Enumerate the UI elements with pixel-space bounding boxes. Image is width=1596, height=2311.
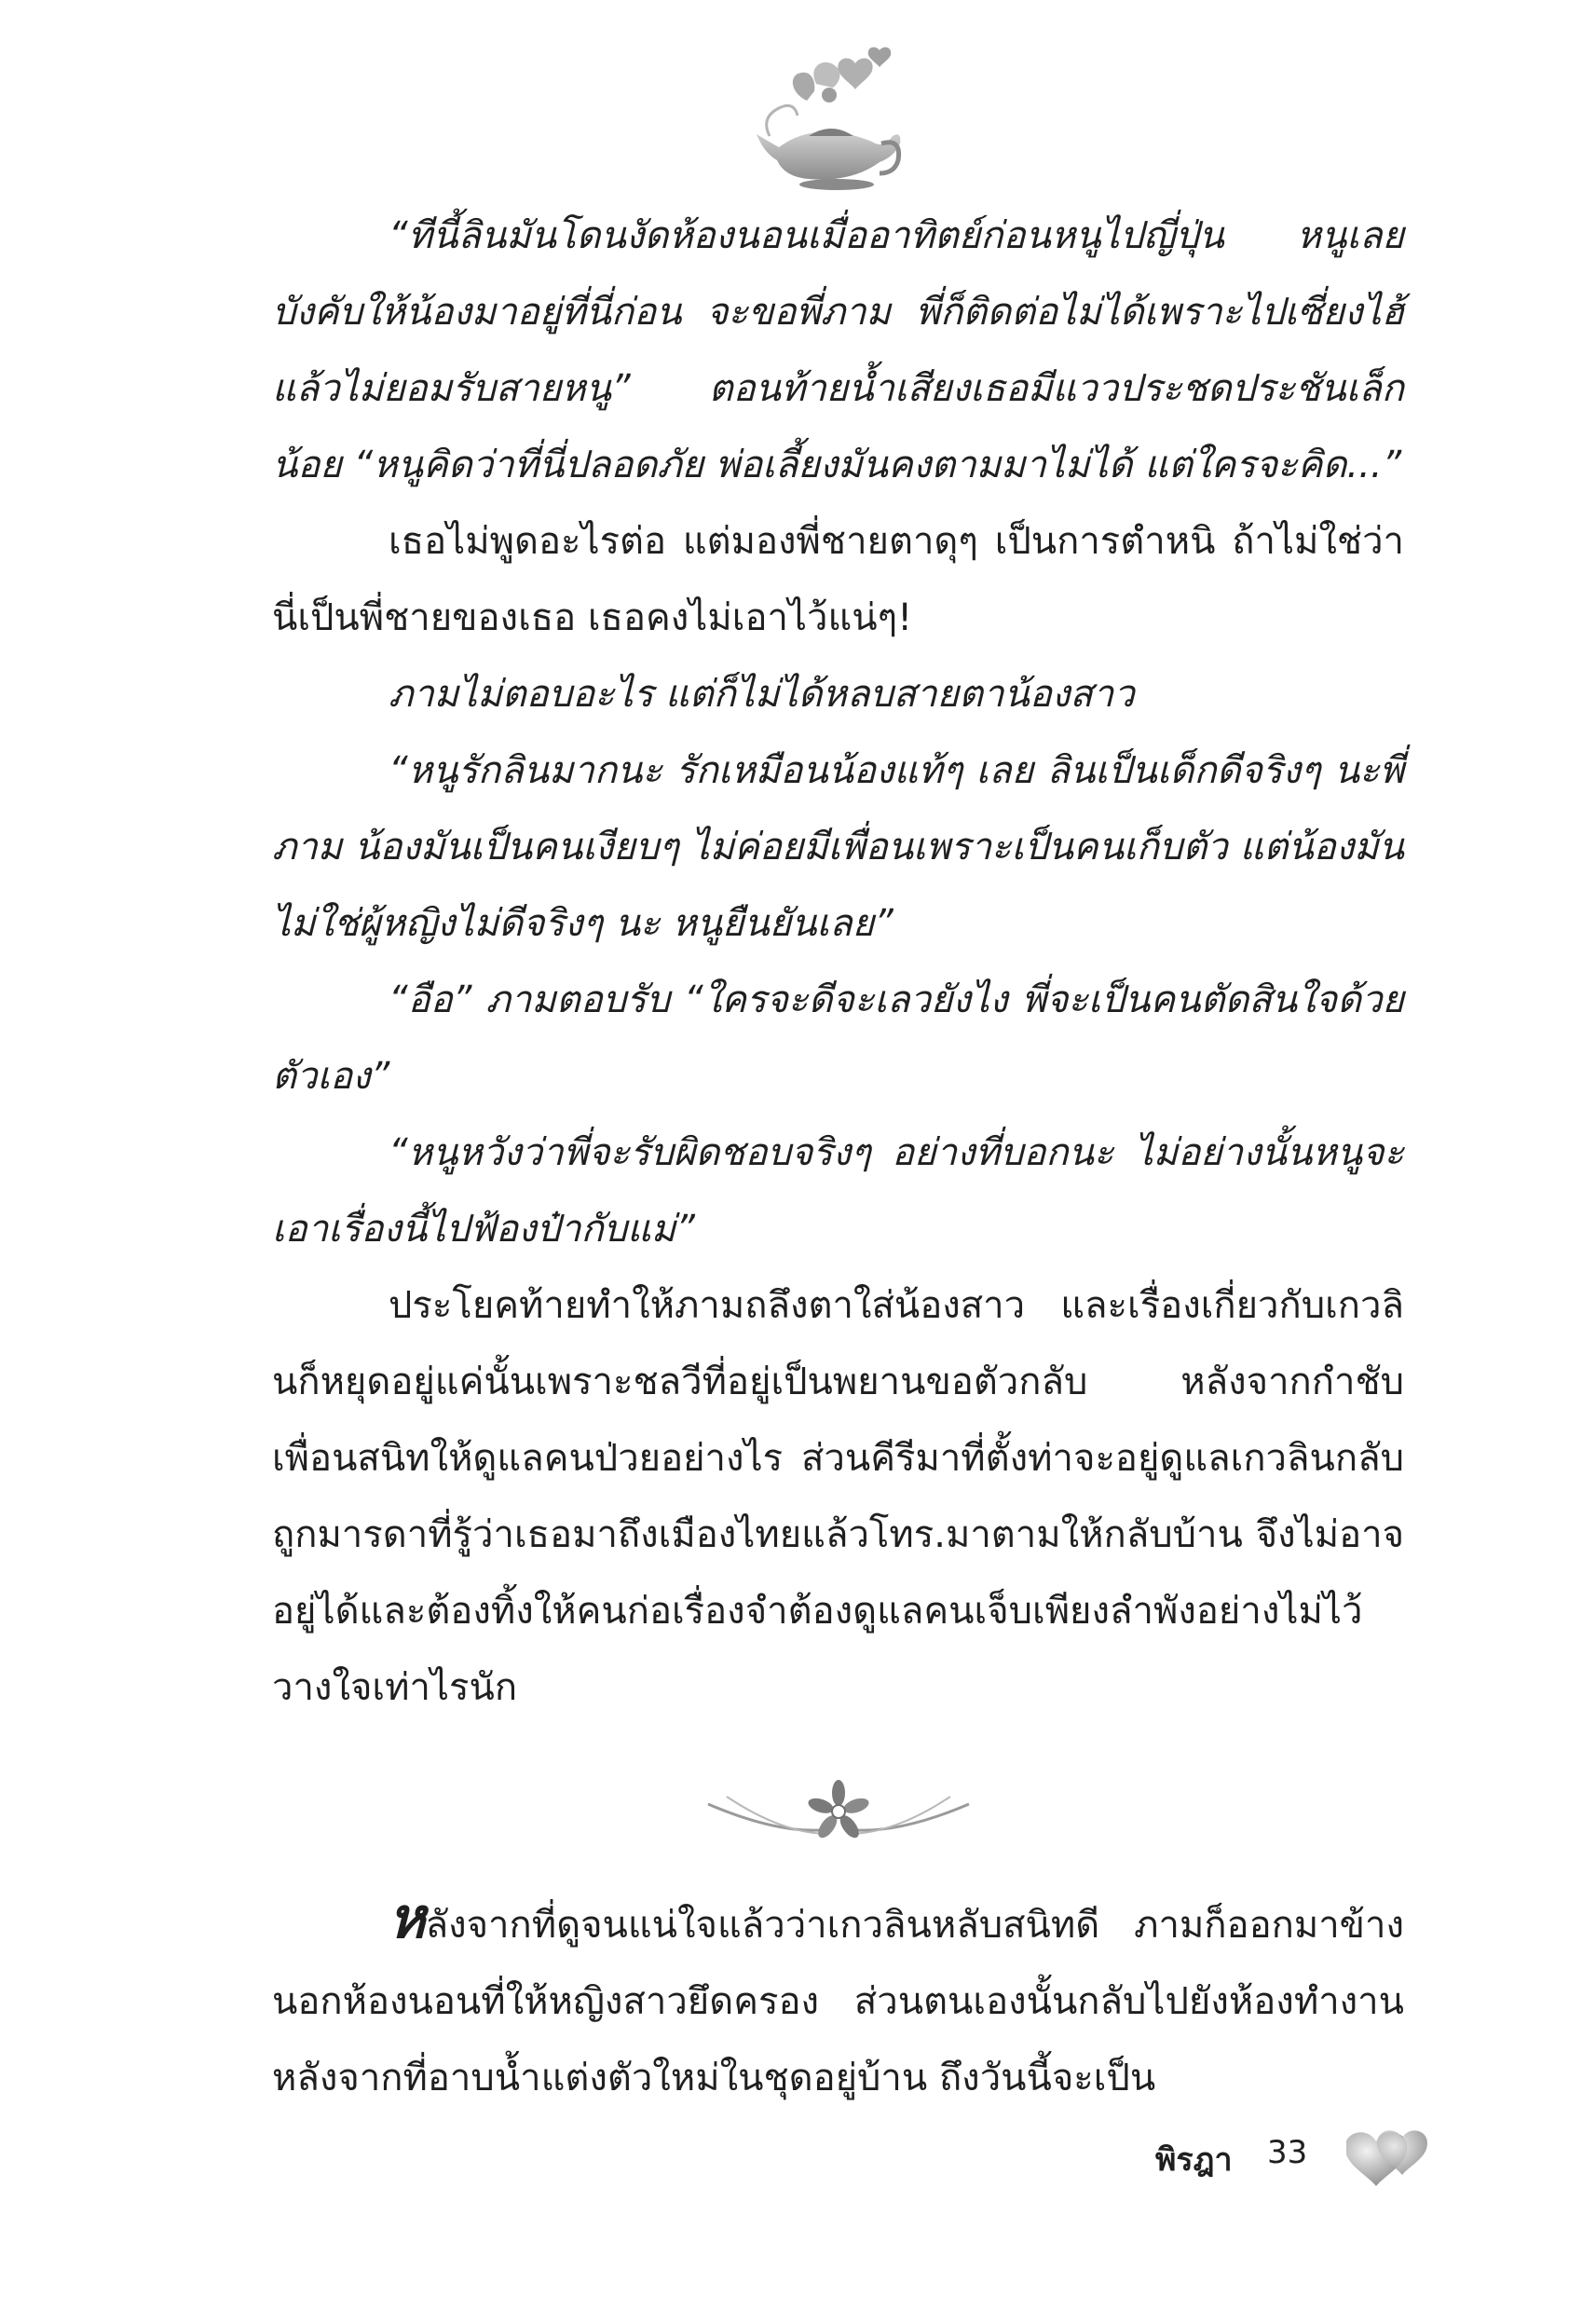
body-text <box>272 198 1404 1726</box>
paragraph: ภามไม่ตอบอะไร แต่ก็ไม่ได้หลบสายตาน้องสาว <box>389 673 1135 716</box>
drop-cap: ห <box>389 1886 426 1951</box>
paragraph: “หนูหวังว่าพี่จะรับผิดชอบจริงๆ อย่างที่บอกนะ ไม่อย่างนั้นหนูจะเอาเรื่องนี้ไปฟ้องป๋ากับแม่” <box>272 1131 1404 1251</box>
teapot-ornament-icon <box>751 47 909 196</box>
section-text <box>272 1887 1404 2116</box>
hearts-icon <box>1346 2125 1430 2190</box>
page-footer <box>1155 2125 1453 2190</box>
paragraph: “หนูรักลินมากนะ รักเหมือนน้องแท้ๆ เลย ลินเป็นเด็กดีจริงๆ นะพี่ภาม น้องมันเป็นคนเงียบๆ ไม่ค่อยมีเพื่อนเพราะเป็นคนเก็บตัว แต่น้องมันไม่ใช่ผู้หญิงไม่ดีจริงๆ นะ หนูยืนยันเลย” <box>272 749 1404 945</box>
paragraph: ประโยคท้ายทำให้ภามถลึงตาใส่น้องสาว และเรื่องเกี่ยวกับเกวลินก็หยุดอยู่แค่นั้นเพราะชลวีที่อยู่เป็นพยานขอตัวกลับ หลังจากกำชับเพื่อนสนิทให้ดูแลคนป่วยอย่างไร ส่วนคีรีมาที่ตั้งท่าจะอยู่ดูแลเกวลินกลับถูกมารดาที่รู้ว่าเธอมาถึงเมืองไทยแล้วโทร.มาตามให้กลับบ้าน จึงไม่อาจอยู่ได้และต้องทิ้งให้คนก่อเรื่องจำต้องดูแลคนเจ็บเพียงลำพังอย่างไม่ไว้วางใจเท่าไรนัก <box>272 1284 1404 1709</box>
page-number: 33 <box>1267 2134 1308 2171</box>
book-title: พิรฎา <box>1155 2141 1233 2179</box>
section-paragraph <box>272 1887 1404 2116</box>
paragraph: “อือ” ภามตอบรับ “ใครจะดีจะเลวยังไง พี่จะเป็นคนตัดสินใจด้วยตัวเอง” <box>272 978 1404 1098</box>
section-body: ลังจากที่ดูจนแน่ใจแล้วว่าเกวลินหลับสนิทดี ภามก็ออกมาข้างนอกห้องนอนที่ให้หญิงสาวยึดครอง ส่วนตนเองนั้นกลับไปยังห้องทำงานหลังจากที่อาบน้ำแต่งตัวใหม่ในชุดอยู่บ้าน ถึงวันนี้จะเป็น <box>272 1904 1404 2099</box>
paragraph: “ทีนี้ลินมันโดนงัดห้องนอนเมื่ออาทิตย์ก่อนหนูไปญี่ปุ่น หนูเลยบังคับให้น้องมาอยู่ที่นี่ก่อน จะขอพี่ภาม พี่ก็ติดต่อไม่ได้เพราะไปเซี่ยงไฮ้แล้วไม่ยอมรับสายหนู” ตอนท้ายน้ำเสียงเธอมีแววประชดประชันเล็กน้อย “หนูคิดว่าที่นี่ปลอดภัย พ่อเลี้ยงมันคงตามมาไม่ได้ แต่ใครจะคิด...” <box>272 214 1404 486</box>
paragraph: เธอไม่พูดอะไรต่อ แต่มองพี่ชายตาดุๆ เป็นการตำหนิ ถ้าไม่ใช่ว่านี่เป็นพี่ชายของเธอ เธอคงไม่เอาไว้แน่ๆ! <box>272 520 1404 639</box>
flower-divider-icon <box>689 1776 988 1851</box>
